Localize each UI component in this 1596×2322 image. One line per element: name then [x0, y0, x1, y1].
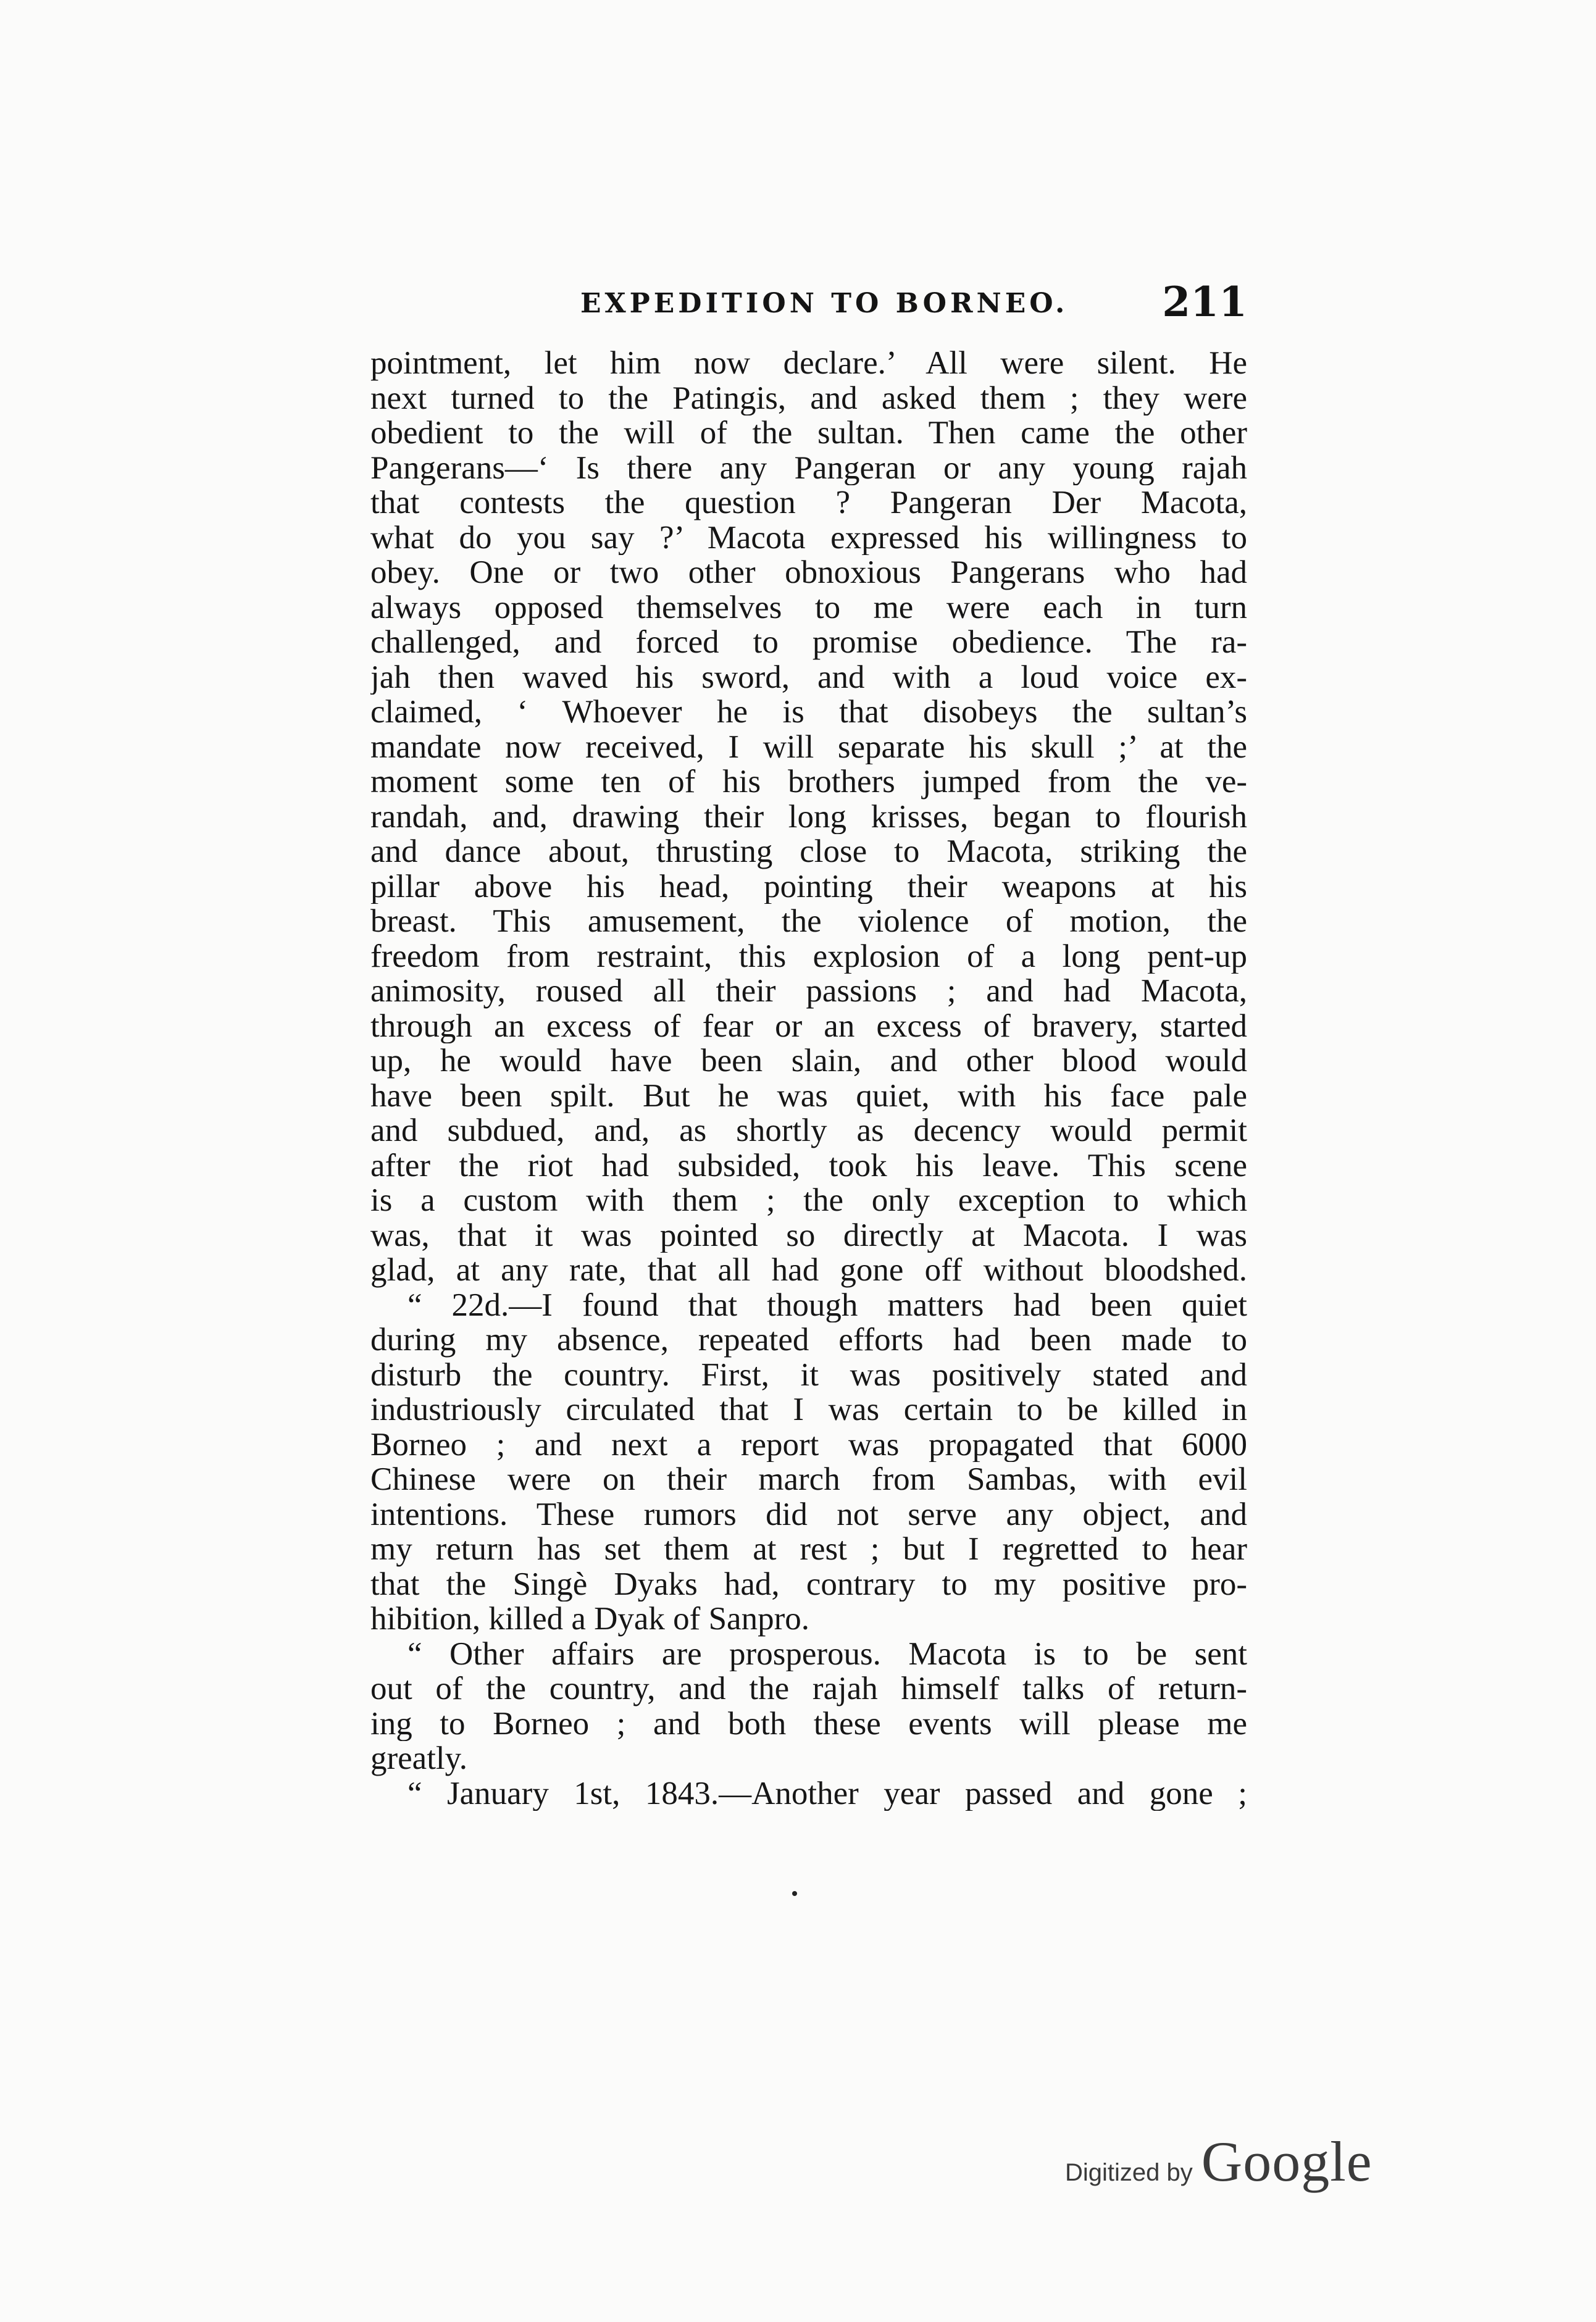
text-line: randah, and, drawing their long krisses, began to flourish — [370, 799, 1247, 834]
text-line: through an excess of fear or an excess of bravery, started — [370, 1008, 1247, 1043]
text-line: during my absence, repeated efforts had been made to — [370, 1322, 1247, 1358]
text-line: pillar above his head, pointing their weapons at his — [370, 869, 1247, 904]
text-line: claimed, ‘ Whoever he is that disobeys the sultan’s — [370, 695, 1247, 730]
text-line: obey. One or two other obnoxious Pangerans who had — [370, 555, 1247, 590]
print-speck — [792, 1891, 797, 1896]
text-line: always opposed themselves to me were each in turn — [370, 590, 1247, 625]
text-line: up, he would have been slain, and other blood would — [370, 1043, 1247, 1079]
paragraph-end-line: hibition, killed a Dyak of Sanpro. — [370, 1602, 809, 1637]
text-line: next turned to the Patingis, and asked them ; they were — [370, 380, 1247, 416]
text-line: obedient to the will of the sultan. Then came the other — [370, 416, 1247, 451]
text-line: Borneo ; and next a report was propagated that 6000 — [370, 1427, 1247, 1462]
text-line: glad, at any rate, that all had gone off without bloodshed. — [370, 1253, 1247, 1288]
paragraph-start-line: “ Other affairs are prosperous. Macota is to be sent — [407, 1636, 1247, 1671]
digitized-by-label: Digitized by — [1065, 2159, 1193, 2186]
paragraph-start-line: “ 22d.—I found that though matters had been quiet — [407, 1287, 1247, 1322]
text-line: Pangerans—‘ Is there any Pangeran or any young rajah — [370, 450, 1247, 485]
text-line: is a custom with them ; the only exception to which — [370, 1183, 1247, 1218]
text-line: and dance about, thrusting close to Macota, striking the — [370, 834, 1247, 869]
text-line: Chinese were on their march from Sambas, with evil — [370, 1462, 1247, 1497]
page-number: 211 — [1162, 278, 1247, 326]
running-title: EXPEDITION TO BORNEO. — [580, 288, 1069, 319]
text-line: challenged, and forced to promise obedience. The ra- — [370, 625, 1247, 660]
text-line: that the Singè Dyaks had, contrary to my positive pro- — [370, 1566, 1247, 1602]
paragraph-start-line: “ January 1st, 1843.—Another year passed and gone ; — [407, 1776, 1247, 1811]
text-line: moment some ten of his brothers jumped from the ve- — [370, 764, 1247, 800]
text-line: have been spilt. But he was quiet, with his face pale — [370, 1078, 1247, 1113]
text-line: and subdued, and, as shortly as decency would permit — [370, 1113, 1247, 1148]
text-line: disturb the country. First, it was positively stated and — [370, 1357, 1247, 1392]
text-line: what do you say ?’ Macota expressed his willingness to — [370, 520, 1247, 555]
text-line: ing to Borneo ; and both these events will please me — [370, 1706, 1247, 1741]
digitized-watermark — [1065, 2129, 1372, 2194]
text-line: my return has set them at rest ; but I regretted to hear — [370, 1532, 1247, 1567]
text-line: freedom from restraint, this explosion of a long pent-up — [370, 938, 1247, 974]
text-line: was, that it was pointed so directly at Macota. I was — [370, 1217, 1247, 1253]
text-line: after the riot had subsided, took his leave. This scene — [370, 1148, 1247, 1183]
text-line: intentions. These rumors did not serve any object, and — [370, 1497, 1247, 1532]
text-line: mandate now received, I will separate his skull ;’ at the — [370, 729, 1247, 764]
text-line: jah then waved his sword, and with a loud voice ex- — [370, 659, 1247, 695]
text-line: that contests the question ? Pangeran Der Macota, — [370, 485, 1247, 520]
text-line: pointment, let him now declare.’ All were silent. He — [370, 346, 1247, 381]
paragraph-end-line: greatly. — [370, 1741, 467, 1776]
text-line: animosity, roused all their passions ; and had Macota, — [370, 974, 1247, 1009]
running-head — [370, 278, 1247, 327]
google-logo: Google — [1201, 2130, 1372, 2193]
text-line: industriously circulated that I was certain to be killed in — [370, 1392, 1247, 1427]
body-text — [370, 346, 1247, 1811]
text-line: out of the country, and the rajah himself talks of return- — [370, 1671, 1247, 1706]
text-line: breast. This amusement, the violence of motion, the — [370, 904, 1247, 939]
